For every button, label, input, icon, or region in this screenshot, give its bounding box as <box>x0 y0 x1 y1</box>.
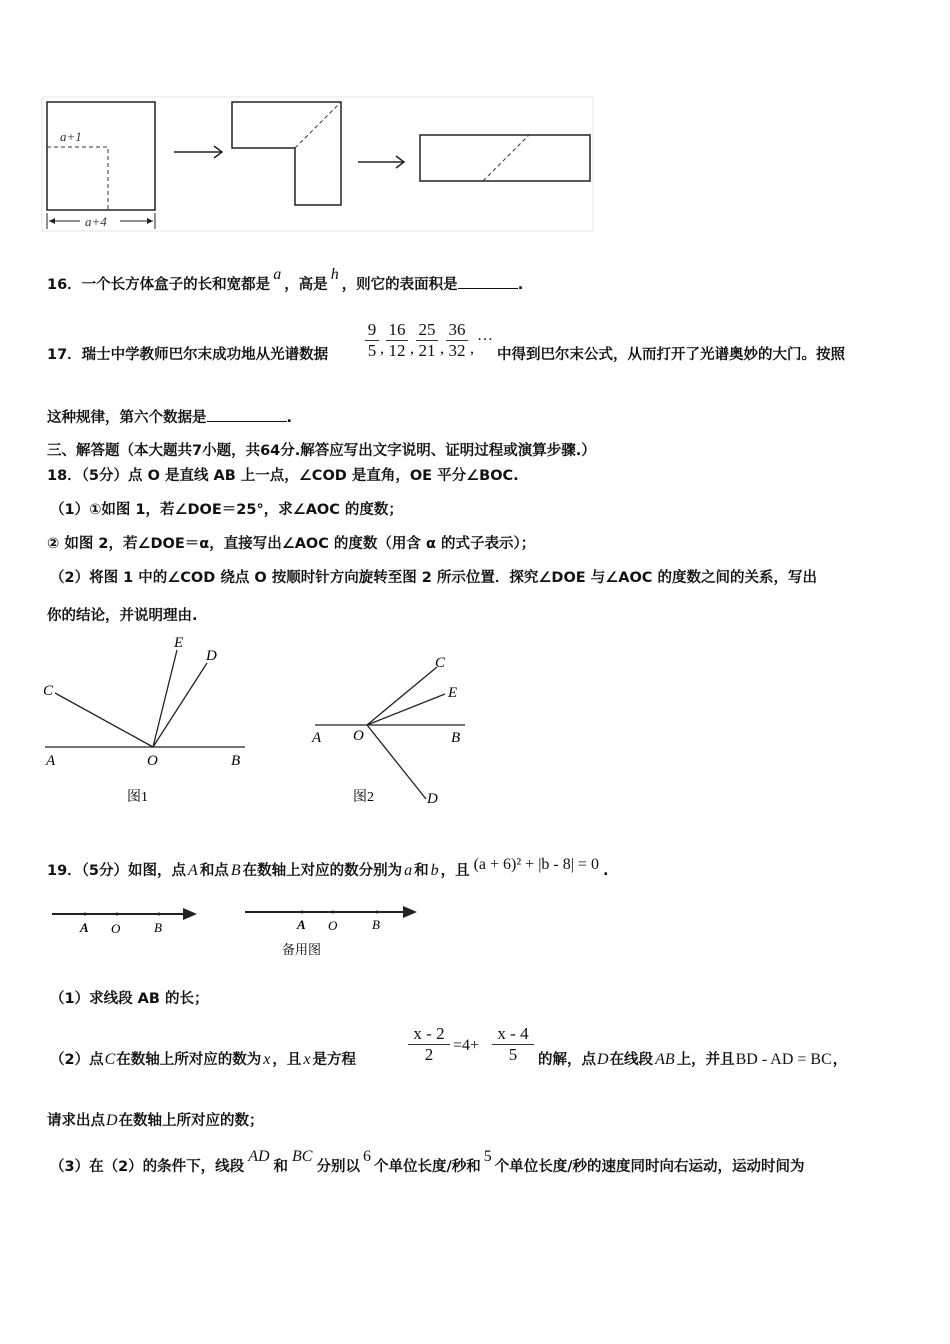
section-3-heading: 三、解答题（本大题共7小题，共64分.解答应写出文字说明、证明过程或演算步骤.） <box>47 443 596 459</box>
fig1-label-d: D <box>206 648 217 664</box>
q19-part2-mid4: 的解，点 <box>538 1052 596 1068</box>
q19-eq-mid: =4+ <box>453 1037 480 1054</box>
q19-speed-2: 5 <box>483 1148 492 1165</box>
q19-seg-ad: AD <box>248 1148 270 1165</box>
q17-answer-blank[interactable] <box>207 407 287 422</box>
rectangle-shape <box>420 135 590 181</box>
q19-condition: BD - AD = BC <box>735 1051 832 1068</box>
q19-part2-end: ， <box>832 1052 848 1068</box>
q19-eq-frac2-den: 5 <box>508 1045 518 1064</box>
q19-point-c: C <box>104 1051 116 1068</box>
q19-part2-mid6: 上，并且 <box>676 1052 735 1068</box>
q18-part1b: ② 如图 2，若∠DOE＝α，直接写出∠AOC 的度数（用含 α 的式子表示）； <box>47 536 536 552</box>
nl1-label-o: O <box>111 921 121 936</box>
nl1-label-a: A <box>80 920 89 935</box>
q17-frac2-den: 12 <box>388 341 406 360</box>
q19-point-a: A <box>188 862 198 879</box>
q16-var-a: a <box>273 266 282 283</box>
fig2-ray-oe <box>367 694 445 725</box>
q19-eq-frac2-num: x - 4 <box>492 1024 534 1045</box>
fig15-diagram <box>40 95 600 235</box>
q18-figure-2 <box>305 645 480 815</box>
nl2-caption: 备用图 <box>282 942 322 957</box>
fig1-caption: 图1 <box>127 790 148 805</box>
q18-part1a: （1）①如图 1，若∠DOE＝25°，求∠AOC 的度数； <box>50 502 403 518</box>
q17-frac1-den: 5 <box>367 341 377 360</box>
q17-frac1-num: 9 <box>365 320 379 341</box>
q17-frac3-den: 21 <box>418 341 436 360</box>
q19-var-x2: x <box>303 1051 311 1068</box>
q19-end: . <box>602 863 609 879</box>
square-shape <box>47 102 155 210</box>
question-17-line2 <box>47 407 292 428</box>
q19-eq-frac1-num: x - 2 <box>408 1024 450 1045</box>
q17-fraction-2 <box>386 320 408 361</box>
q19-point-d2: D <box>106 1112 118 1129</box>
fig2-label-a: A <box>312 730 322 746</box>
q19-part2-b <box>538 1050 847 1070</box>
q19-part2-prefix: （2）点 <box>50 1052 104 1068</box>
fig1-ray-oc <box>55 693 153 747</box>
q17-frac3-num: 25 <box>416 320 438 341</box>
q19-seg-bc: BC <box>292 1148 313 1165</box>
q16-end: . <box>517 277 524 293</box>
q19-var-x: x <box>263 1051 271 1068</box>
fig1-label-b: B <box>231 753 241 769</box>
q17-frac4-den: 32 <box>448 341 466 360</box>
q17-frac2-num: 16 <box>386 320 408 341</box>
question-17-suffix: 中得到巴尔末公式，从而打开了光谱奥妙的大门。按照 <box>497 347 845 363</box>
q19-then: ，且 <box>440 863 470 879</box>
q18-figure-1 <box>40 630 255 810</box>
q17-fraction-3 <box>416 320 438 361</box>
fig2-caption: 图2 <box>353 790 374 805</box>
fig1-ray-od <box>153 663 207 747</box>
q19-part3 <box>50 1148 805 1177</box>
dashed-cut <box>47 147 108 210</box>
q19-and2: 和 <box>414 863 429 879</box>
q19-part2-line2-prefix: 请求出点 <box>47 1113 105 1129</box>
q17-frac4-num: 36 <box>446 320 468 341</box>
q17-comma-2: , <box>410 340 414 357</box>
fig1-label-o: O <box>147 753 158 769</box>
fig1-ray-oe <box>153 650 177 747</box>
q19-stem <box>47 856 609 881</box>
fig2-ray-oc <box>367 667 437 725</box>
q17-comma-3: , <box>440 340 444 357</box>
q17-comma-1: , <box>380 340 384 357</box>
fig2-label-e: E <box>448 685 458 701</box>
q17-comma-4: , <box>470 340 474 357</box>
q19-speed-1: 6 <box>362 1148 371 1165</box>
q19-point-b: B <box>230 862 241 879</box>
q18-part2: （2）将图 1 中的∠COD 绕点 O 按顺时针方向旋转至图 2 所示位置．探究∠DOE 与∠AOC 的度数之间的关系，写出 <box>50 570 817 586</box>
question-16 <box>47 266 524 295</box>
q17-end: . <box>286 410 293 426</box>
fig1-label-c: C <box>43 683 54 699</box>
fig2-ray-od <box>367 725 426 799</box>
q17-line2-text: 这种规律，第六个数据是 <box>47 410 207 426</box>
q19-part3-prefix: （3）在（2）的条件下，线段 <box>50 1159 245 1175</box>
q19-number-line-main <box>47 900 207 940</box>
q16-suffix: ，则它的表面积是 <box>341 277 458 293</box>
fig1-label-e: E <box>174 635 184 651</box>
nl2-label-a: A <box>297 917 306 932</box>
q16-answer-blank[interactable] <box>458 274 518 289</box>
q19-p3-mid2: 个单位长度/秒和 <box>373 1159 481 1175</box>
label-a-plus-4: a+4 <box>85 214 107 229</box>
q19-mid: 在数轴上对应的数分别为 <box>242 863 403 879</box>
nl2-label-b: B <box>372 917 380 932</box>
q19-part2-a <box>50 1050 356 1070</box>
q18-stem: 18．（5分）点 O 是直线 AB 上一点，∠COD 是直角，OE 平分∠BOC. <box>47 468 519 484</box>
q19-equation: (a + 6)² + |b - 8| = 0 <box>473 856 599 873</box>
q19-part1: （1）求线段 AB 的长； <box>50 991 209 1007</box>
q19-and3: 和 <box>273 1159 289 1175</box>
q16-mid: ，高是 <box>284 277 328 293</box>
q19-seg-ab: AB <box>655 1051 675 1068</box>
l-shape <box>232 102 341 205</box>
q18-part2b: 你的结论，并说明理由. <box>47 608 198 624</box>
q19-part2-mid5: 在线段 <box>609 1052 654 1068</box>
q16-prefix: 16．一个长方体盒子的长和宽都是 <box>47 277 271 293</box>
fig2-label-c: C <box>435 655 446 671</box>
q17-ellipsis: … <box>477 327 493 344</box>
q19-p3-end: 个单位长度/秒的速度同时向右运动，运动时间为 <box>494 1159 805 1175</box>
q19-number-line-backup <box>240 898 430 963</box>
fig1-label-a: A <box>46 753 56 769</box>
q19-p3-mid: 分别以 <box>316 1159 360 1175</box>
fig2-label-b: B <box>451 730 461 746</box>
fig2-label-d: D <box>427 791 438 807</box>
q17-fraction-1 <box>365 320 379 361</box>
q17-fraction-4 <box>446 320 468 361</box>
q19-part2-mid: 在数轴上所对应的数为 <box>116 1052 262 1068</box>
question-17-prefix: 17．瑞士中学教师巴尔末成功地从光谱数据 <box>47 347 329 363</box>
q19-point-d: D <box>597 1051 609 1068</box>
q19-and1: 和点 <box>199 863 229 879</box>
nl2-label-o: O <box>328 918 338 933</box>
label-a-plus-1: a+1 <box>60 129 82 144</box>
q19-eq-frac-2 <box>492 1024 534 1065</box>
q19-eq-frac-1 <box>408 1024 450 1065</box>
q16-var-h: h <box>330 266 339 283</box>
fig2-label-o: O <box>353 728 364 744</box>
q19-var-b: b <box>430 862 439 879</box>
q19-part2-mid2: ，且 <box>272 1052 302 1068</box>
q19-eq-frac1-den: 2 <box>424 1045 434 1064</box>
q19-part2-mid3: 是方程 <box>312 1052 356 1068</box>
q19-part2-line2-end: 在数轴上所对应的数； <box>118 1113 264 1129</box>
q19-var-a: a <box>404 862 413 879</box>
q19-part2-line2 <box>47 1111 264 1131</box>
nl1-label-b: B <box>154 920 162 935</box>
q19-stem-prefix: 19．（5分）如图，点 <box>47 863 187 879</box>
